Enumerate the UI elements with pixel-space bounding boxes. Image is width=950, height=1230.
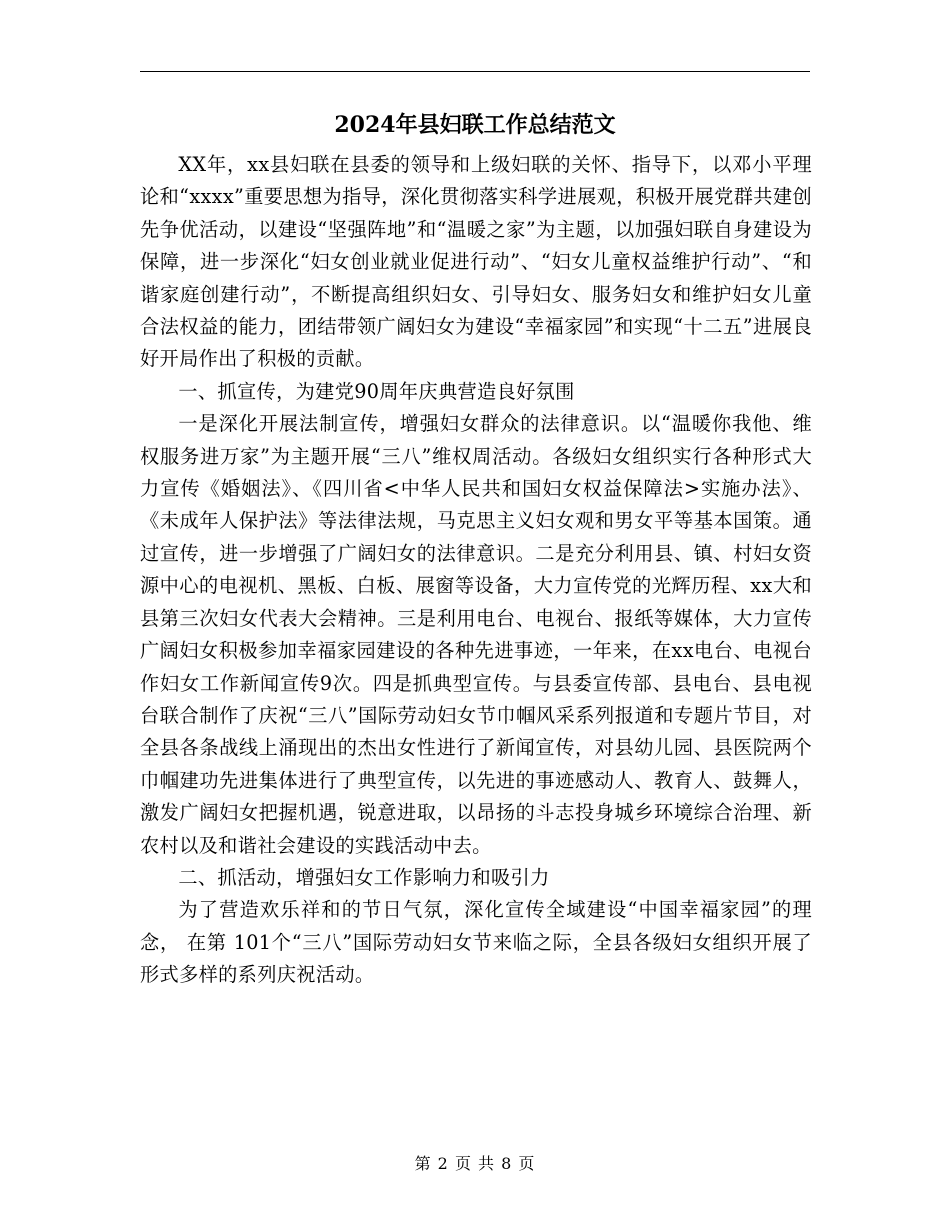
page-number: 第 2 页 共 8 页	[414, 1154, 536, 1173]
section-1-paragraph: 一是深化开展法制宣传，增强妇女群众的法律意识。以“温暖你我他、维权服务进万家”为主题开展“三八”维权周活动。各级妇女组织实行各种形式大力宣传《婚姻法》、《四川省<中华人民共和国妇女权益保障法>实施办法》、《未成年人保护法》等法律法规，马克思主义妇女观和男女平等基本国策。通过宣传，进一步增强了广阔妇女的法律意识。二是充分利用县、镇、村妇女资源中心的电视机、黑板、白板、展窗等设备，大力宣传党的光辉历程、xx大和县第三次妇女代表大会精神。三是利用电台、电视台、报纸等媒体，大力宣传广阔妇女积极参加幸福家园建设的各种先进事迹，一年来，在xx电台、电视台作妇女工作新闻宣传9次。四是抓典型宣传。与县委宣传部、县电台、县电视台联合制作了庆祝“三八”国际劳动妇女节巾帼风采系列报道和专题片节目，对全县各条战线上涌现出的杰出女性进行了新闻宣传，对县幼儿园、县医院两个巾帼建功先进集体进行了典型宣传，以先进的事迹感动人、教育人、鼓舞人，激发广阔妇女把握机遇，锐意进取，以昂扬的斗志投身城乡环境综合治理、新农村以及和谐社会建设的实践活动中去。	[140, 412, 812, 857]
section-2-paragraph: 为了营造欢乐祥和的节日气氛，深化宣传全域建设“中国幸福家园”的理念， 在第 101个“三八”国际劳动妇女节来临之际，全县各级妇女组织开展了形式多样的系列庆祝活动。	[140, 898, 812, 987]
section-heading-2: 二、抓活动，增强妇女工作影响力和吸引力	[178, 865, 550, 889]
document-body	[140, 149, 812, 992]
document-title: 2024年县妇联工作总结范文	[334, 112, 616, 138]
header-rule	[140, 71, 810, 72]
section-heading-1: 一、抓宣传，为建党90周年庆典营造良好氛围	[178, 379, 575, 403]
intro-paragraph: XX年，xx县妇联在县委的领导和上级妇联的关怀、指导下，以邓小平理论和“xxxx”重要思想为指导，深化贯彻落实科学进展观，积极开展党群共建创先争优活动，以建设“坚强阵地”和“温暖之家”为主题，以加强妇联自身建设为保障，进一步深化“妇女创业就业促进行动”、“妇女儿童权益维护行动”、“和谐家庭创建行动”，不断提高组织妇女、引导妇女、服务妇女和维护妇女儿童合法权益的能力，团结带领广阔妇女为建设“幸福家园”和实现“十二五”进展良好开局作出了积极的贡献。	[140, 153, 812, 371]
